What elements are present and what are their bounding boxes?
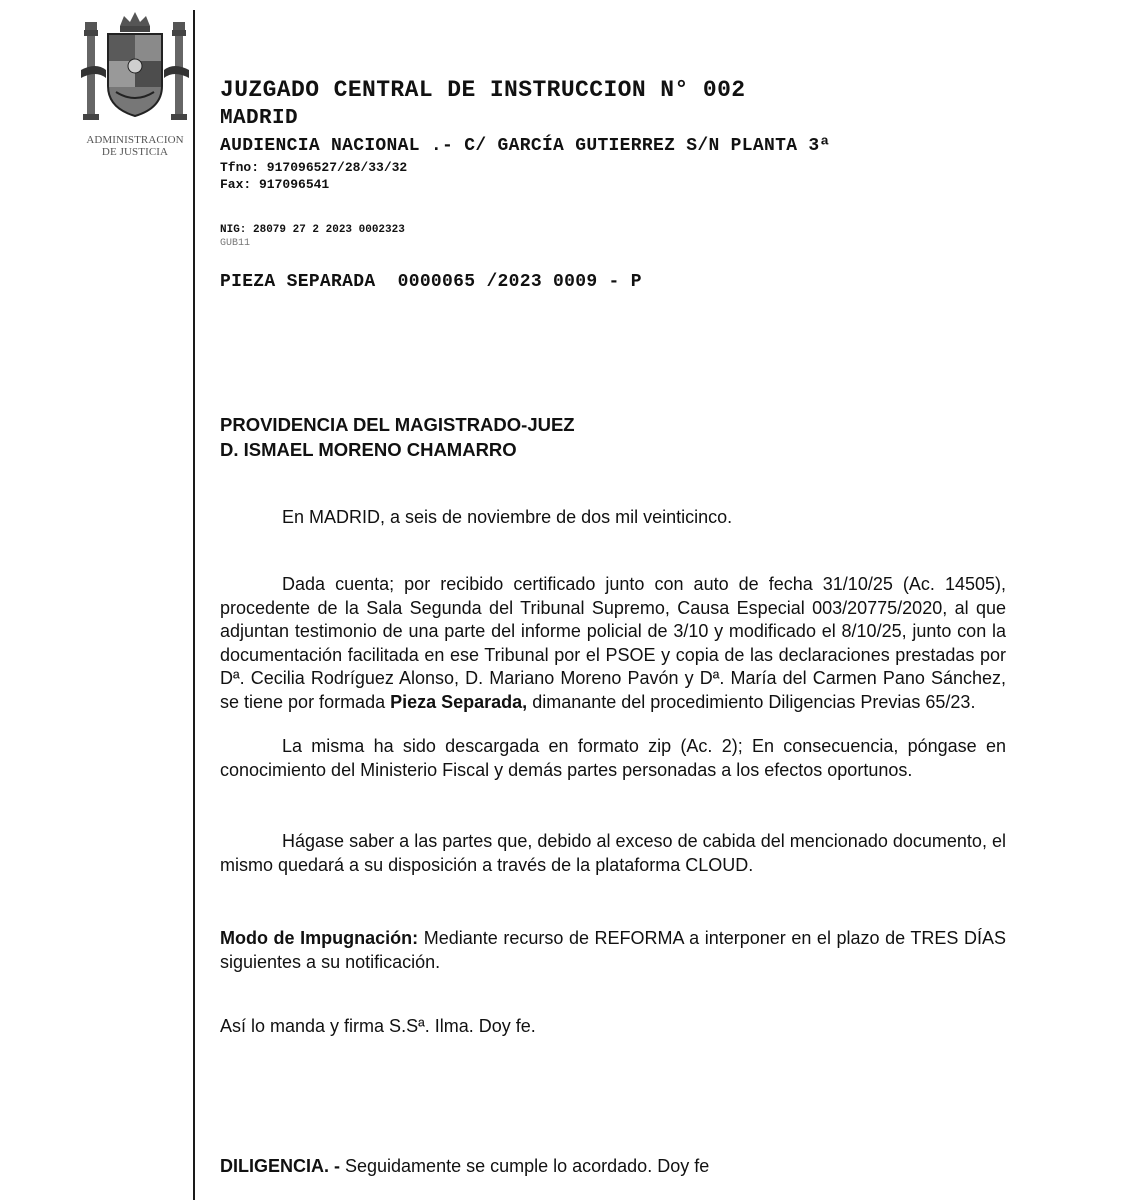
gub-code: GUB11 <box>220 238 251 249</box>
paragraph-1-tail: dimanante del procedimiento Diligencias Previas 65/23. <box>527 691 976 712</box>
paragraph-descarga: La misma ha sido descargada en formato zip (Ac. 2); En consecuencia, póngase en conocimiento del Ministerio Fiscal y demás partes personadas a los efectos oportunos. <box>220 736 1006 780</box>
closing-line: Así lo manda y firma S.Sª. Ilma. Doy fe. <box>220 1016 536 1036</box>
judge-name: D. ISMAEL MORENO CHAMARRO <box>220 439 517 460</box>
court-phone: Tfno: 917096527/28/33/32 <box>220 160 408 175</box>
nig-number: NIG: 28079 27 2 2023 0002323 <box>220 224 405 236</box>
diligencia-line <box>220 1156 709 1177</box>
margin-rule <box>193 10 195 1200</box>
court-name: JUZGADO CENTRAL DE INSTRUCCION N° 002 <box>220 77 746 103</box>
coat-of-arms-emblem <box>76 8 194 158</box>
case-number: PIEZA SEPARADA 0000065 /2023 0009 - P <box>220 272 642 292</box>
paragraph-1-text: Dada cuenta; por recibido certificado junto con auto de fecha 31/10/25 (Ac. 14505), procedente de la Sala Segunda del Tribunal Supremo, Causa Especial 003/20775/2020, al que adjuntan testimonio de una parte del informe policial de 3/10 y modificado el 8/10/25, junto con la documentación facilitada en ese Tribunal por el PSOE y copia de las declaraciones prestadas por Dª. Cecilia Rodríguez Alonso, D. Mariano Moreno Pavón y Dª. María del Carmen Pano Sánchez, se tiene por formada <box>220 574 1006 712</box>
impugnacion-section <box>220 926 1006 974</box>
pieza-separada-bold: Pieza Separada, <box>390 691 528 712</box>
emblem-text-line2: DE JUSTICIA <box>101 146 169 158</box>
court-fax: Fax: 917096541 <box>220 177 330 192</box>
court-city: MADRID <box>220 107 299 130</box>
document-title: PROVIDENCIA DEL MAGISTRADO-JUEZ <box>220 414 575 435</box>
paragraph-cloud: Hágase saber a las partes que, debido al exceso de cabida del mencionado documento, el mismo quedará a su disposición a través de la plataforma CLOUD. <box>220 831 1006 875</box>
date-line: En MADRID, a seis de noviembre de dos mil veinticinco. <box>282 507 733 527</box>
diligencia-label: DILIGENCIA. - <box>220 1156 340 1176</box>
emblem-text-line1: ADMINISTRACION <box>86 134 184 146</box>
coat-of-arms-icon <box>76 8 194 133</box>
impugnacion-text: Mediante recurso de REFORMA a interponer en el plazo de TRES DÍAS siguientes a su notificación. <box>220 928 1006 972</box>
impugnacion-label: Modo de Impugnación: <box>220 928 419 948</box>
diligencia-text: Seguidamente se cumple lo acordado. Doy fe <box>340 1156 710 1176</box>
paragraph-dada-cuenta <box>220 573 1006 714</box>
court-address: AUDIENCIA NACIONAL .- C/ GARCÍA GUTIERREZ S/N PLANTA 3ª <box>220 136 831 156</box>
